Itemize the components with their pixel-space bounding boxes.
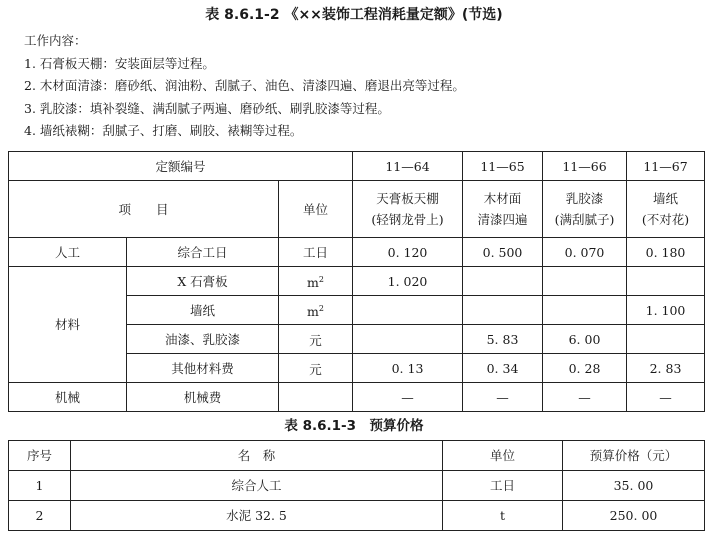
- quantity-cell: 0. 34: [463, 354, 543, 383]
- resource-name: 机械费: [127, 383, 279, 412]
- table-title-8-6-1-2: 表 8.6.1-2 《××装饰工程消耗量定额》(节选): [205, 7, 503, 23]
- resource-unit: [279, 267, 353, 296]
- category-materials: 材料: [9, 267, 127, 383]
- table-row: [9, 471, 705, 501]
- quantity-cell: [353, 325, 463, 354]
- quantity-cell: [463, 267, 543, 296]
- seq-cell: 2: [9, 501, 71, 531]
- price-header-row: [9, 441, 705, 471]
- quota-table: [8, 151, 705, 412]
- quota-code-label: 定额编号: [9, 152, 353, 181]
- item-name: [463, 181, 543, 238]
- quantity-cell: [627, 325, 705, 354]
- quantity-cell: [353, 296, 463, 325]
- unit-superscript: 2: [318, 303, 324, 313]
- table-row: [9, 501, 705, 531]
- work-content: [24, 30, 465, 143]
- seq-cell: 1: [9, 471, 71, 501]
- quota-code: 11—66: [543, 152, 627, 181]
- labor-row: [9, 238, 705, 267]
- quantity-cell: —: [627, 383, 705, 412]
- quota-code-row: [9, 152, 705, 181]
- quota-code: 11—64: [353, 152, 463, 181]
- quantity-cell: [463, 296, 543, 325]
- item-name-line2: (满刮腻子): [554, 212, 615, 227]
- quantity-cell: 0. 500: [463, 238, 543, 267]
- resource-name: 其他材料费: [127, 354, 279, 383]
- unit-base: m: [307, 275, 319, 291]
- resource-unit: [279, 354, 353, 383]
- material-row: [9, 267, 705, 296]
- quantity-cell: [543, 296, 627, 325]
- machinery-row: [9, 383, 705, 412]
- quota-code: 11—65: [463, 152, 543, 181]
- quantity-cell: —: [353, 383, 463, 412]
- header-price: 预算价格（元）: [563, 441, 705, 471]
- quantity-cell: 0. 13: [353, 354, 463, 383]
- item-name-line1: 墙纸: [653, 191, 679, 206]
- resource-name: 综合工日: [127, 238, 279, 267]
- item-name-line2: (轻钢龙骨上): [371, 212, 444, 227]
- resource-unit: [279, 296, 353, 325]
- price-cell: 35. 00: [563, 471, 705, 501]
- quota-code: 11—67: [627, 152, 705, 181]
- unit-cell: t: [443, 501, 563, 531]
- name-cell: 综合人工: [71, 471, 443, 501]
- item-name-line1: 天膏板天棚: [376, 191, 439, 206]
- resource-unit: [279, 383, 353, 412]
- work-item-3: 3. 乳胶漆：填补裂缝、满刮腻子两遍、磨砂纸、刷乳胶漆等过程。: [24, 100, 390, 116]
- unit-label: 单位: [279, 181, 353, 238]
- work-content-heading: 工作内容：: [24, 33, 87, 48]
- quantity-cell: [543, 267, 627, 296]
- category-labor: 人工: [9, 238, 127, 267]
- quantity-cell: 0. 180: [627, 238, 705, 267]
- unit-base: m: [307, 304, 319, 320]
- quantity-cell: 1. 100: [627, 296, 705, 325]
- quantity-cell: 6. 00: [543, 325, 627, 354]
- resource-name: X 石膏板: [127, 267, 279, 296]
- quantity-cell: [627, 267, 705, 296]
- quantity-cell: —: [543, 383, 627, 412]
- work-item-1: 1. 石膏板天棚：安装面层等过程。: [24, 55, 215, 71]
- resource-name: 墙纸: [127, 296, 279, 325]
- name-cell: 水泥 32. 5: [71, 501, 443, 531]
- price-cell: 250. 00: [563, 501, 705, 531]
- header-name: 名 称: [71, 441, 443, 471]
- item-label: 项 目: [9, 181, 279, 238]
- quantity-cell: 2. 83: [627, 354, 705, 383]
- quantity-cell: 5. 83: [463, 325, 543, 354]
- item-name-row: [9, 181, 705, 238]
- table-title-8-6-1-3: 表 8.6.1-3 预算价格: [284, 418, 424, 434]
- quantity-cell: 0. 120: [353, 238, 463, 267]
- resource-name: 油漆、乳胶漆: [127, 325, 279, 354]
- item-name-line2: 清漆四遍: [477, 212, 528, 227]
- item-name-line1: 乳胶漆: [565, 191, 604, 206]
- header-seq: 序号: [9, 441, 71, 471]
- item-name-line1: 木材面: [483, 191, 522, 206]
- unit-superscript: 2: [318, 274, 324, 284]
- category-machinery: 机械: [9, 383, 127, 412]
- work-item-4: 4. 墙纸裱糊：刮腻子、打磨、刷胶、裱糊等过程。: [24, 123, 303, 138]
- unit-base: 元: [309, 362, 322, 378]
- item-name-line2: (不对花): [641, 212, 690, 227]
- resource-unit: 工日: [279, 238, 353, 267]
- work-item-2: 2. 木材面清漆：磨砂纸、润油粉、刮腻子、油色、清漆四遍、磨退出亮等过程。: [24, 78, 465, 93]
- quantity-cell: —: [463, 383, 543, 412]
- quantity-cell: 0. 28: [543, 354, 627, 383]
- quantity-cell: 0. 070: [543, 238, 627, 267]
- item-name: [353, 181, 463, 238]
- price-table: [8, 440, 705, 531]
- unit-cell: 工日: [443, 471, 563, 501]
- header-unit: 单位: [443, 441, 563, 471]
- unit-base: 元: [309, 333, 322, 349]
- item-name: [627, 181, 705, 238]
- quantity-cell: 1. 020: [353, 267, 463, 296]
- resource-unit: [279, 325, 353, 354]
- item-name: [543, 181, 627, 238]
